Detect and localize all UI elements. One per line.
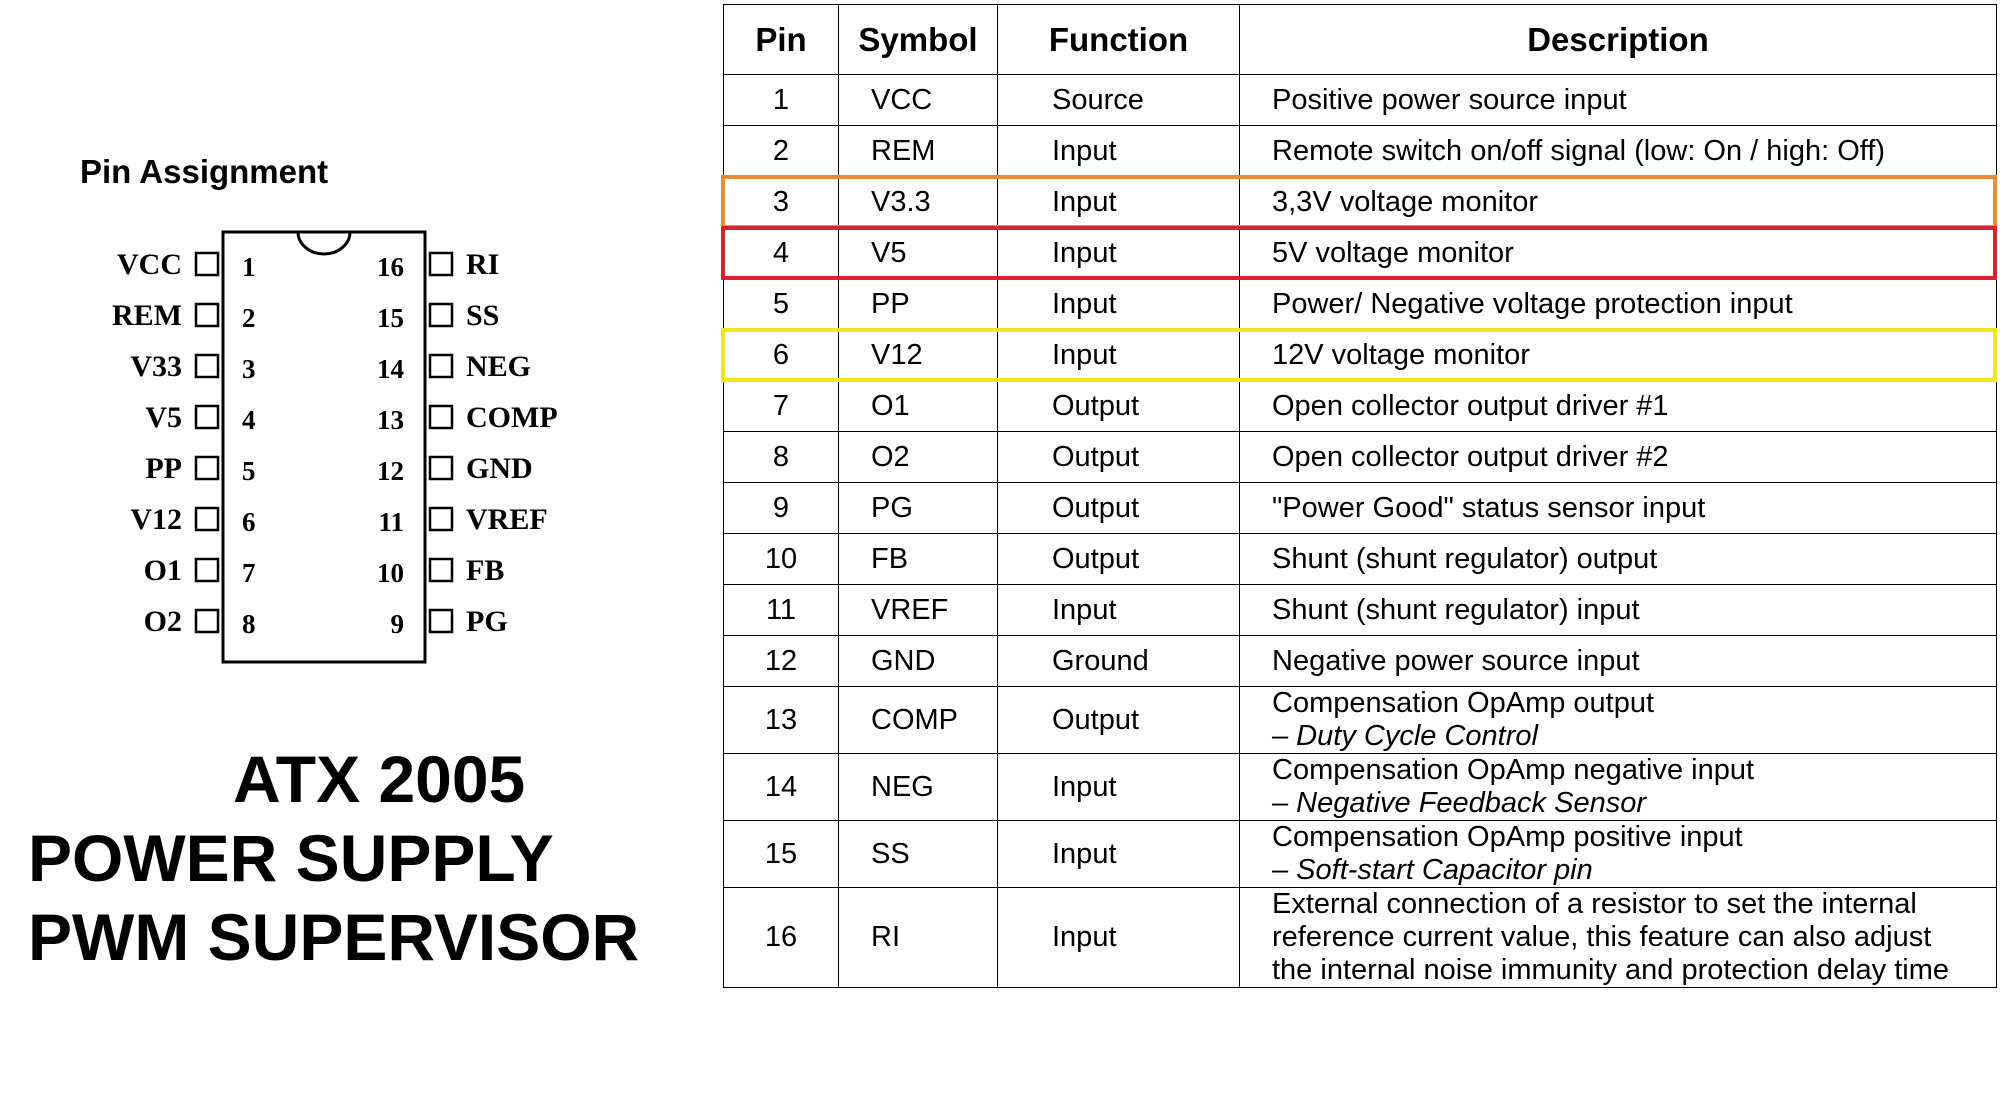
cell-description (1240, 228, 1997, 279)
cell-function: Output (998, 534, 1240, 585)
cell-pin: 14 (724, 754, 839, 821)
description-text: Shunt (shunt regulator) input (1272, 593, 1640, 626)
table-row (724, 432, 1997, 483)
table-row (724, 534, 1997, 585)
cell-function: Input (998, 585, 1240, 636)
cell-description (1240, 636, 1997, 687)
pin-number: 6 (242, 507, 256, 537)
cell-description (1240, 754, 1997, 821)
pin-label: O1 (143, 554, 182, 587)
pin-label: VREF (466, 503, 548, 536)
description-text: 3,3V voltage monitor (1272, 185, 1538, 218)
pin-pad (196, 559, 218, 581)
pin-number: 2 (242, 303, 256, 333)
pin-label: NEG (466, 350, 532, 383)
pin-label: RI (466, 248, 500, 281)
description-text: Compensation OpAmp output (1272, 687, 1655, 719)
cell-symbol: VCC (839, 75, 998, 126)
chip-pinout-diagram (70, 212, 590, 672)
pin-pad (196, 253, 218, 275)
description-note: – Duty Cycle Control (1272, 720, 1538, 752)
description-text: Remote switch on/off signal (low: On / high: Off) (1272, 134, 1886, 167)
pin-pad (196, 406, 218, 428)
pin-label: VCC (117, 248, 182, 281)
pin-label: V5 (145, 401, 182, 434)
pin-number: 13 (377, 405, 404, 435)
pin-pad (430, 253, 452, 275)
table-row (724, 381, 1997, 432)
pin-pad (196, 355, 218, 377)
description-text: Power/ Negative voltage protection input (1272, 287, 1793, 320)
cell-pin: 6 (724, 330, 839, 381)
pin-number: 11 (378, 507, 404, 537)
cell-function: Input (998, 888, 1240, 988)
chip-body (223, 232, 425, 662)
pin-label: PG (466, 605, 508, 638)
cell-symbol: NEG (839, 754, 998, 821)
pin-number: 7 (242, 558, 256, 588)
description-text: Open collector output driver #1 (1272, 389, 1669, 422)
cell-symbol: PG (839, 483, 998, 534)
pin-description-table (723, 4, 1997, 988)
description-text: "Power Good" status sensor input (1272, 491, 1706, 524)
pin-label: V33 (130, 350, 182, 383)
pin-number: 4 (242, 405, 256, 435)
cell-description (1240, 381, 1997, 432)
cell-description (1240, 432, 1997, 483)
header-function: Function (998, 5, 1240, 75)
pin-number: 3 (242, 354, 256, 384)
description-text: Open collector output driver #2 (1272, 440, 1669, 473)
cell-symbol: REM (839, 126, 998, 177)
cell-description (1240, 279, 1997, 330)
cell-pin: 3 (724, 177, 839, 228)
chip-pin-right (377, 299, 499, 333)
table-row (724, 636, 1997, 687)
pin-number: 8 (242, 609, 256, 639)
chip-pin-right (378, 503, 547, 537)
cell-pin: 4 (724, 228, 839, 279)
table-row (724, 754, 1997, 821)
cell-pin: 15 (724, 821, 839, 888)
pin-pad (430, 406, 452, 428)
pin-pad (430, 508, 452, 530)
table-row (724, 177, 1997, 228)
cell-symbol: SS (839, 821, 998, 888)
pin-number: 1 (242, 252, 256, 282)
cell-pin: 8 (724, 432, 839, 483)
cell-description (1240, 888, 1997, 988)
table-row (724, 483, 1997, 534)
cell-symbol: O2 (839, 432, 998, 483)
description-note: – Soft-start Capacitor pin (1272, 854, 1593, 886)
pin-number: 10 (377, 558, 404, 588)
description-text: Compensation OpAmp positive input (1272, 821, 1743, 853)
cell-function: Ground (998, 636, 1240, 687)
cell-symbol: FB (839, 534, 998, 585)
table-row (724, 821, 1997, 888)
cell-pin: 12 (724, 636, 839, 687)
cell-pin: 16 (724, 888, 839, 988)
cell-symbol: GND (839, 636, 998, 687)
cell-function: Input (998, 821, 1240, 888)
pin-pad (196, 304, 218, 326)
description-text: Negative power source input (1272, 644, 1640, 677)
table-row (724, 75, 1997, 126)
cell-symbol: V3.3 (839, 177, 998, 228)
cell-symbol: V12 (839, 330, 998, 381)
cell-description (1240, 585, 1997, 636)
cell-function: Input (998, 754, 1240, 821)
pin-assignment-heading: Pin Assignment (80, 153, 329, 190)
pin-pad (430, 559, 452, 581)
header-symbol: Symbol (839, 5, 998, 75)
cell-function: Output (998, 381, 1240, 432)
cell-description (1240, 330, 1997, 381)
table-header-row (724, 5, 1997, 75)
chip-pin-right (377, 248, 499, 282)
cell-function: Output (998, 432, 1240, 483)
cell-pin: 5 (724, 279, 839, 330)
pin-label: V12 (130, 503, 182, 536)
table-row (724, 330, 1997, 381)
table-row (724, 888, 1997, 988)
cell-function: Input (998, 126, 1240, 177)
cell-pin: 10 (724, 534, 839, 585)
pin-pad (430, 355, 452, 377)
chip-pin-right (377, 554, 504, 588)
cell-symbol: VREF (839, 585, 998, 636)
cell-symbol: V5 (839, 228, 998, 279)
cell-function: Input (998, 177, 1240, 228)
cell-description (1240, 534, 1997, 585)
cell-description (1240, 177, 1997, 228)
pin-label: GND (466, 452, 533, 485)
pin-number: 16 (377, 252, 404, 282)
pin-pad (430, 457, 452, 479)
cell-symbol: PP (839, 279, 998, 330)
cell-description (1240, 821, 1997, 888)
cell-symbol: RI (839, 888, 998, 988)
pin-label: SS (466, 299, 500, 332)
chip-pin-right (377, 452, 533, 486)
table-row (724, 279, 1997, 330)
cell-description (1240, 483, 1997, 534)
description-text: Positive power source input (1272, 83, 1627, 116)
pin-label: O2 (143, 605, 182, 638)
cell-symbol: O1 (839, 381, 998, 432)
description-text: 12V voltage monitor (1272, 338, 1530, 371)
description-text: Compensation OpAmp negative input (1272, 754, 1755, 786)
cell-symbol: COMP (839, 687, 998, 754)
cell-pin: 1 (724, 75, 839, 126)
title-line-3: PWM SUPERVISOR (28, 900, 640, 974)
chip-pin-right (377, 350, 531, 384)
pin-number: 12 (377, 456, 404, 486)
cell-pin: 2 (724, 126, 839, 177)
chip-pinout-svg (70, 212, 590, 672)
pin-number: 14 (377, 354, 404, 384)
chip-outline (223, 232, 425, 662)
cell-function: Input (998, 330, 1240, 381)
table-row (724, 228, 1997, 279)
cell-pin: 13 (724, 687, 839, 754)
table-body (724, 75, 1997, 988)
pin-number: 15 (377, 303, 404, 333)
pin-label: FB (466, 554, 505, 587)
table-row (724, 585, 1997, 636)
pin-pad (430, 304, 452, 326)
description-note: – Negative Feedback Sensor (1272, 787, 1646, 819)
cell-function: Input (998, 279, 1240, 330)
pin-pad (196, 457, 218, 479)
table-row (724, 687, 1997, 754)
description-text: 5V voltage monitor (1272, 236, 1514, 269)
cell-pin: 7 (724, 381, 839, 432)
pin-pad (196, 610, 218, 632)
cell-function: Source (998, 75, 1240, 126)
pin-number: 5 (242, 456, 256, 486)
page-title (28, 740, 688, 977)
pin-label: REM (112, 299, 182, 332)
description-text: Shunt (shunt regulator) output (1272, 542, 1658, 575)
cell-pin: 11 (724, 585, 839, 636)
cell-function: Output (998, 687, 1240, 754)
cell-pin: 9 (724, 483, 839, 534)
cell-description (1240, 126, 1997, 177)
description-text: the internal noise immunity and protection delay time (1272, 954, 1950, 986)
pin-pad (196, 508, 218, 530)
table-row (724, 126, 1997, 177)
cell-function: Output (998, 483, 1240, 534)
cell-function: Input (998, 228, 1240, 279)
title-line-2: POWER SUPPLY (28, 821, 554, 895)
description-text: reference current value, this feature can also adjust (1272, 921, 1932, 953)
title-line-1: ATX 2005 (233, 742, 526, 816)
cell-description (1240, 75, 1997, 126)
cell-description (1240, 687, 1997, 754)
pin-number: 9 (390, 609, 404, 639)
pin-pad (430, 610, 452, 632)
header-pin: Pin (724, 5, 839, 75)
pin-label: PP (145, 452, 182, 485)
header-description: Description (1240, 5, 1997, 75)
description-text: External connection of a resistor to set the internal (1272, 888, 1917, 920)
pin-label: COMP (466, 401, 558, 434)
